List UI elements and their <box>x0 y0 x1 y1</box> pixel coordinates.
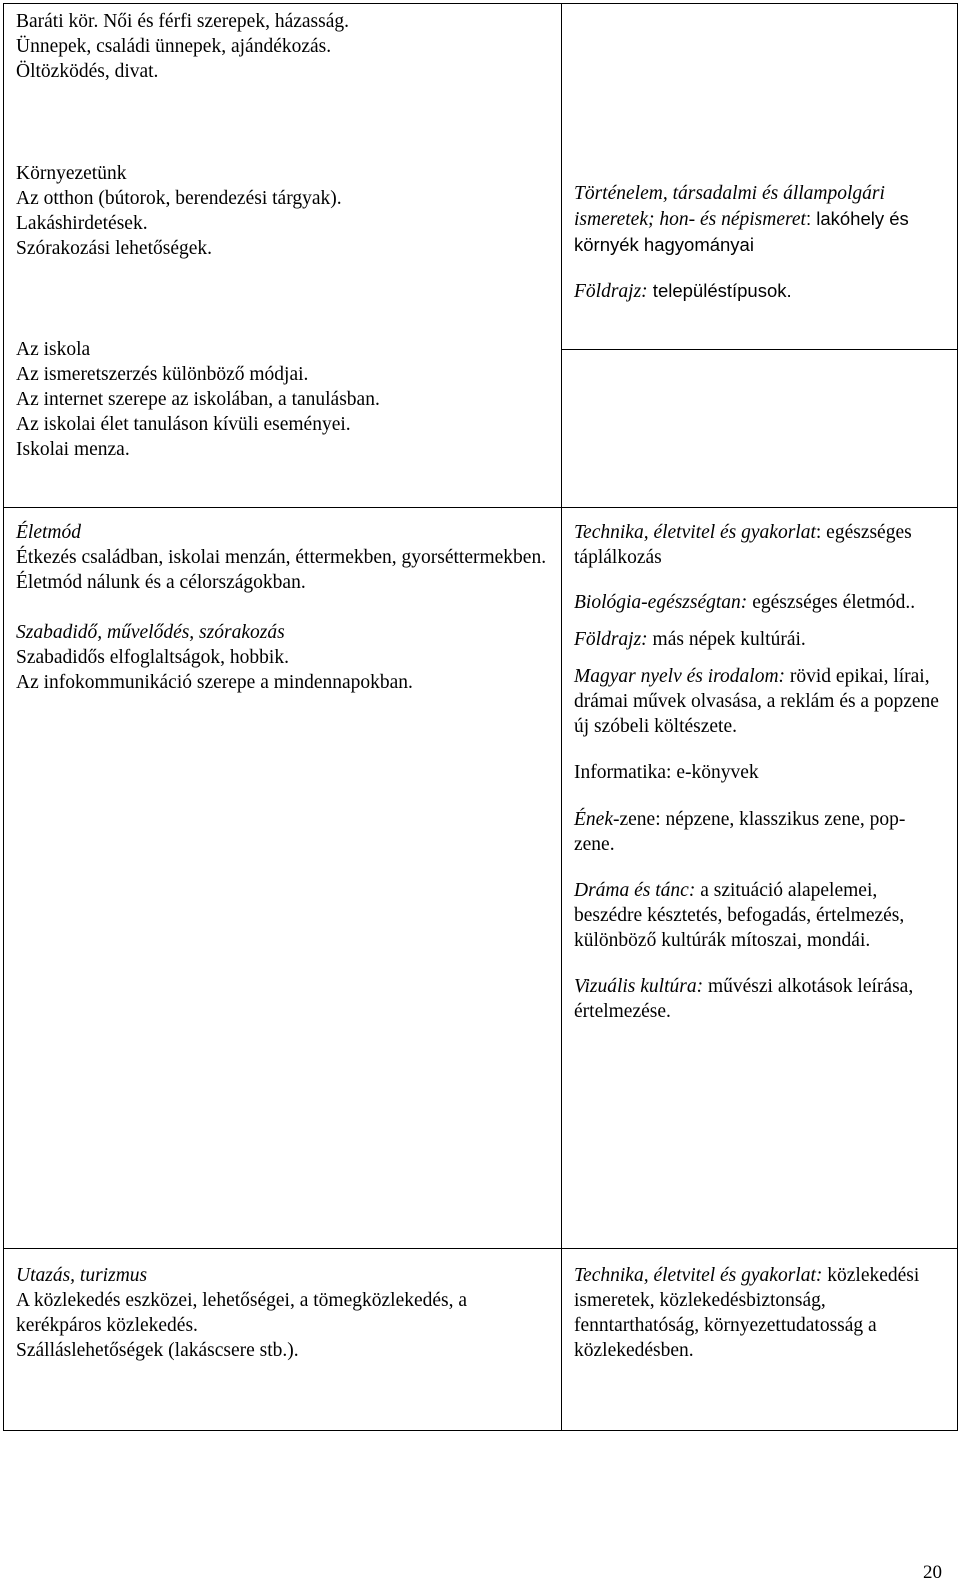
topic-travel: Utazás, turizmus A közlekedés eszközei, lehetőségei, a tömegközlekedés, a kerékpáros közlekedés. Szálláslehetőségek (lakáscsere stb.). <box>16 1265 468 1361</box>
link-history: Történelem, társadalmi és állampolgári ismeretek; hon- és népismeret: lakóhely és környék hagyományai <box>574 183 909 255</box>
link-drama: Dráma és tánc: a szituáció alapelemei, beszédre késztetés, befogadás, értelmezés, különböző kultúrák mítoszai, mondái. <box>574 880 905 951</box>
topic-lifestyle: Életmód Étkezés családban, iskolai menzán, éttermekben, gyorséttermekben. Életmód nálunk és a célországokban. <box>16 522 547 593</box>
link-technology: Technika, életvitel és gyakorlat: egészséges táplálkozás <box>574 522 912 568</box>
link-informatics: Informatika: e-könyvek <box>574 762 759 783</box>
topics-cell <box>4 508 562 1249</box>
table-row <box>4 508 958 1249</box>
link-technology-transport: Technika, életvitel és gyakorlat: közlekedési ismeretek, közlekedésbiztonság, fenntarthatóság, környezettudatosság a közlekedésben. <box>574 1265 920 1361</box>
link-geography: Földrajz: más népek kultúrái. <box>574 629 806 650</box>
link-visual-arts: Vizuális kultúra: művészi alkotások leírása, értelmezése. <box>574 976 914 1022</box>
topic-leisure: Szabadidő, művelődés, szórakozás Szabadidős elfoglaltságok, hobbik. Az infokommunikáció szerepe a mindennapokban. <box>16 622 413 693</box>
topics-cell <box>4 1249 562 1431</box>
table-row <box>4 4 958 508</box>
link-literature: Magyar nyelv és irodalom: rövid epikai, lírai, drámai művek olvasása, a reklám és a popzene új szóbeli költészete. <box>574 666 939 737</box>
links-cell <box>562 1249 958 1431</box>
curriculum-table <box>3 3 958 1431</box>
link-biology: Biológia-egészségtan: egészséges életmód.. <box>574 592 916 613</box>
topics-cell <box>4 4 562 508</box>
table-row <box>4 1249 958 1431</box>
topic-school: Az iskola Az ismeretszerzés különböző módjai. Az internet szerepe az iskolában, a tanulásban. Az iskolai élet tanuláson kívüli eseményei. Iskolai menza. <box>16 339 380 460</box>
link-geography: Földrajz: településtípusok. <box>574 280 792 302</box>
page-number: 20 <box>923 1562 942 1583</box>
topic-friends: Baráti kör. Női és férfi szerepek, házasság. Ünnepek, családi ünnepek, ajándékozás. Öltözködés, divat. <box>16 11 349 82</box>
links-cell <box>562 508 958 1249</box>
topic-environment: Környezetünk Az otthon (bútorok, berendezési tárgyak). Lakáshirdetések. Szórakozási lehetőségek. <box>16 163 342 259</box>
link-music: Ének-zene: népzene, klasszikus zene, pop- zene. <box>574 809 906 855</box>
cell-divider <box>562 349 957 350</box>
links-cell <box>562 4 958 508</box>
